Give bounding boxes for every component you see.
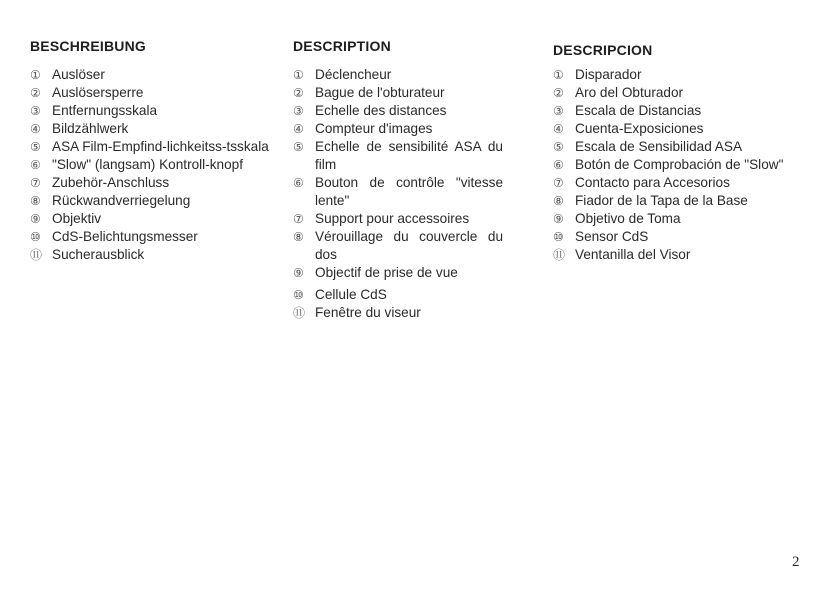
item-number: ⑤ [30, 140, 41, 154]
list-item [293, 174, 503, 210]
item-number: ② [30, 86, 41, 100]
item-label: "Slow" (langsam) Kontroll-knopf [52, 157, 243, 172]
list-item [553, 138, 803, 156]
heading-french: DESCRIPTION [293, 38, 391, 54]
item-number: ⑦ [293, 212, 304, 226]
list-item [30, 210, 275, 228]
list-item [553, 66, 803, 84]
item-number: ⑩ [293, 288, 304, 302]
list-item [293, 304, 503, 322]
list-french [293, 66, 503, 322]
list-item [553, 210, 803, 228]
item-label: ASA Film-Empfind-lichkeitss-tsskala [52, 139, 269, 154]
item-number: ⑧ [553, 194, 564, 208]
item-label: Bague de l'obturateur [315, 85, 445, 100]
item-label: Auslösersperre [52, 85, 144, 100]
item-number: ⑪ [30, 248, 43, 262]
item-label: Déclencheur [315, 67, 392, 82]
list-item [553, 156, 803, 174]
item-number: ⑪ [293, 306, 306, 320]
item-number: ⑨ [293, 266, 304, 280]
list-item [293, 210, 503, 228]
item-label: Support pour accessoires [315, 211, 470, 226]
item-label: Cellule CdS [315, 287, 387, 302]
list-item [553, 228, 803, 246]
item-number: ⑨ [553, 212, 564, 226]
list-spanish [553, 66, 803, 264]
list-item [553, 102, 803, 120]
item-label: Vérouillage du couvercle du dos [315, 229, 503, 262]
item-number: ⑥ [30, 158, 41, 172]
item-label: Fenêtre du viseur [315, 305, 421, 320]
list-item [30, 102, 275, 120]
item-label: Botón de Comprobación de "Slow" [575, 157, 784, 172]
item-number: ① [30, 68, 41, 82]
item-number: ④ [30, 122, 41, 136]
item-number: ③ [293, 104, 304, 118]
item-label: Sensor CdS [575, 229, 649, 244]
item-number: ⑦ [553, 176, 564, 190]
list-german [30, 66, 275, 264]
list-item [553, 84, 803, 102]
list-item [30, 174, 275, 192]
list-item [30, 192, 275, 210]
item-number: ③ [30, 104, 41, 118]
item-number: ① [293, 68, 304, 82]
item-number: ① [553, 68, 564, 82]
list-item [553, 174, 803, 192]
item-number: ② [553, 86, 564, 100]
item-number: ⑤ [293, 140, 304, 154]
item-label: Bildzählwerk [52, 121, 129, 136]
list-item [30, 156, 275, 174]
item-label: Cuenta-Exposiciones [575, 121, 704, 136]
item-label: Objectif de prise de vue [315, 265, 458, 280]
item-label: Rückwandverriegelung [52, 193, 191, 208]
item-label: Echelle des distances [315, 103, 447, 118]
item-number: ⑦ [30, 176, 41, 190]
list-item [30, 246, 275, 264]
item-label: Auslöser [52, 67, 105, 82]
item-number: ⑥ [293, 176, 304, 190]
item-number: ② [293, 86, 304, 100]
item-label: Disparador [575, 67, 642, 82]
item-label: Escala de Distancias [575, 103, 702, 118]
item-number: ⑪ [553, 248, 566, 262]
column-french [293, 38, 503, 322]
item-number: ⑤ [553, 140, 564, 154]
item-label: Echelle de sensibilité ASA du film [315, 139, 503, 172]
item-number: ⑩ [553, 230, 564, 244]
heading-german: BESCHREIBUNG [30, 38, 146, 54]
item-label: Zubehör-Anschluss [52, 175, 170, 190]
item-label: Compteur d'images [315, 121, 433, 136]
list-item [553, 192, 803, 210]
item-label: Ventanilla del Visor [575, 247, 691, 262]
item-number: ⑨ [30, 212, 41, 226]
list-item [293, 120, 503, 138]
list-item [293, 228, 503, 264]
list-item [30, 66, 275, 84]
list-item [293, 102, 503, 120]
item-label: Fiador de la Tapa de la Base [575, 193, 748, 208]
item-number: ⑩ [30, 230, 41, 244]
column-german [30, 38, 275, 264]
list-item [293, 66, 503, 84]
item-label: Objektiv [52, 211, 102, 226]
item-label: Entfernungsskala [52, 103, 158, 118]
item-number: ③ [553, 104, 564, 118]
list-item [293, 138, 503, 174]
item-label: Bouton de contrôle "vitesse lente" [315, 175, 503, 208]
column-spanish [553, 38, 803, 264]
item-label: Aro del Obturador [575, 85, 684, 100]
list-item [30, 84, 275, 102]
item-number: ④ [553, 122, 564, 136]
list-item [553, 246, 803, 264]
item-label: Sucherausblick [52, 247, 145, 262]
item-label: CdS-Belichtungsmesser [52, 229, 198, 244]
list-item [30, 228, 275, 246]
list-item [30, 120, 275, 138]
item-number: ⑧ [30, 194, 41, 208]
item-label: Contacto para Accesorios [575, 175, 730, 190]
item-number: ⑥ [553, 158, 564, 172]
list-item [293, 264, 503, 282]
item-label: Objetivo de Toma [575, 211, 681, 226]
page-number: 2 [792, 554, 800, 570]
list-item [293, 84, 503, 102]
heading-spanish: DESCRIPCION [553, 42, 653, 58]
item-label: Escala de Sensibilidad ASA [575, 139, 743, 154]
list-item [293, 286, 503, 304]
item-number: ⑧ [293, 230, 304, 244]
item-number: ④ [293, 122, 304, 136]
list-item [553, 120, 803, 138]
list-item [30, 138, 275, 156]
